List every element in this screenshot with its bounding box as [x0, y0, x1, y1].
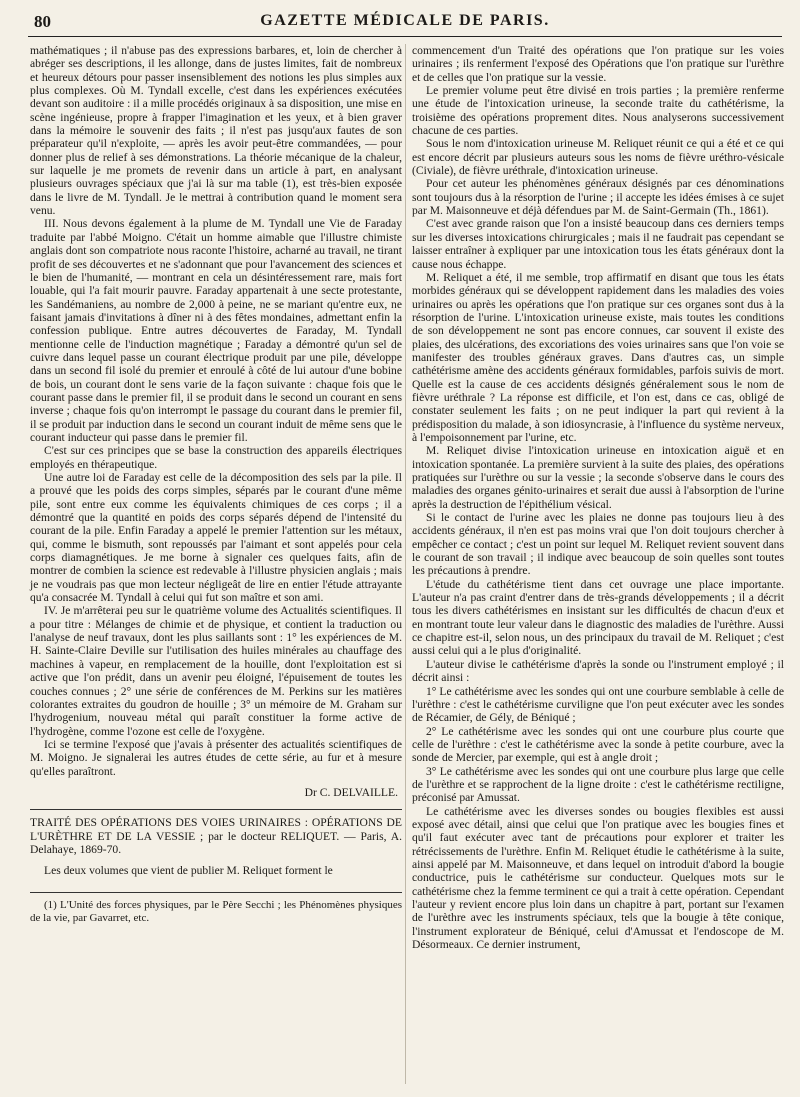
journal-title: GAZETTE MÉDICALE DE PARIS. [260, 12, 550, 29]
paragraph: Pour cet auteur les phénomènes généraux désignés par ces dénominations sont toujours dus à la résorption de l'urine ; il accepte les idées émises à ce sujet par M. Maisonneuve et déjà défendues par M. de Saint-Germain (Th., 1861). [412, 177, 784, 218]
left-column [30, 44, 402, 925]
paragraph: L'auteur divise le cathétérisme d'après la sonde ou l'instrument employé ; il décrit ainsi : [412, 657, 784, 685]
paragraph: III. Nous devons également à la plume de M. Tyndall une Vie de Faraday traduite par l'abbé Moigno. C'était un homme aimable que l'illustre chimiste anglais dont son compatriote nous raconte l'histoire, acharné au travail, ne tirant profit de ses découvertes et ne s'adonnant que pour l'avancement des sciences et le bien de l'humanité, — montrant en cela un désintéressement rare, mais fort louable, qui l'a fait mourir pauvre. Faraday appartenait à une secte protestante, les Sandémaniens, au nombre de 2,000 à peine, ne se mariant qu'entre eux, ne faisant jamais d'invitations à dîner ni à des fêtes mondaines, admettant enfin la confession publique. Entre autres découvertes de Faraday, M. Tyndall mentionne celle de l'induction magnétique ; Faraday a démontré qu'un sel de cuivre dans lequel passe un courant électrique produit par une pile, développe dans un second fil isolé du premier et enroulé à côté de lui autour d'une bobine de bois, un courant dont le sens varie de la façon suivante : chaque fois que le courant passe dans le premier fil, il se produit dans le second un courant en sens inverse ; chaque fois qu'on interrompt le passage du courant dans le premier fil, il se produit par induction dans le second un courant induit de même sens que le courant inducteur qui passe dans le premier fil. [30, 217, 402, 444]
paragraph: commencement d'un Traité des opérations que l'on pratique sur les voies urinaires ; ils renferment l'exposé des Opérations que l'on pratique sur l'urèthre et de celles que l'on pratique sur la vessie. [412, 44, 784, 84]
paragraph: Une autre loi de Faraday est celle de la décomposition des sels par la pile. Il a prouvé que les poids des corps simples, séparés par le courant d'une même pile, sont entre eux comme les équivalents chimiques de ces corps ; il a démontré que la quantité en poids des corps séparés dépend de l'intensité du courant de la pile. Enfin Faraday a appelé le premier l'attention sur les métaux, qui, comme le bismuth, sont repoussés par l'aimant et sont appelés pour cela corps diamagnétiques. Je me borne à signaler ces quelques faits, afin de montrer de combien la science est redevable à l'illustre physicien anglais ; mais je ne voudrais pas que mon lecteur négligeât de lire en entier l'étude attrayante qu'a consacrée M. Tyndall à celui qui fut son maître et son ami. [30, 471, 402, 605]
page-number: 80 [34, 12, 51, 31]
page-header [28, 6, 782, 37]
paragraph: Le premier volume peut être divisé en trois parties ; la première renferme une étude de l'intoxication urineuse, la seconde traite du cathétérisme, la troisième des opérations proprement dites. Nous analyserons successivement chacune de ces parties. [412, 84, 784, 138]
footnote-divider [30, 892, 402, 893]
paragraph: M. Reliquet a été, il me semble, trop affirmatif en disant que tous les états morbides généraux qui se développent rapidement dans les maladies des voies urinaires ou après les opérations que l'on pratique sur ces organes sont dus à la résorption de l'urine. L'intoxication urineuse existe, mais toutes les conditions de son développement ne sont pas encore connues, car souvent il existe des plaies, des ulcérations, des excoriations des voies urinaires sans que l'on voie se manifester des troubles généraux graves. Dans d'autres cas, un simple cathétérisme amène des accidents généraux formidables, parfois suivis de mort. Quelle est la cause de ces accidents désignés généralement sous le nom de fièvre uréthrale ? La réponse est difficile, et l'on est, dans ce cas, obligé de constater seulement les faits ; on ne peut indiquer la part qui revient à la prédisposition du malade, à son idiosyncrasie, à l'influence du système nerveux, à l'empoisonnement par l'urine, etc. [412, 270, 784, 444]
paragraph: M. Reliquet divise l'intoxication urineuse en intoxication aiguë et en intoxication spontanée. La première survient à la suite des plaies, des opérations pratiquées sur l'urèthre ou sur la vessie ; la seconde s'observe dans le cours des maladies des organes génito-urinaires et serait due aussi à l'absorption de l'urine après la destruction de l'épithélium vésical. [412, 444, 784, 511]
paragraph: Ici se termine l'exposé que j'avais à présenter des actualités scientifiques de M. Moigno. Je signalerai les autres études de cette série, au fur et à mesure qu'elles paraîtront. [30, 737, 402, 778]
book-review-title: TRAITÉ DES OPÉRATIONS DES VOIES URINAIRES : OPÉRATIONS DE L'URÈTHRE ET DE LA VESSIE ; par le docteur RELIQUET. — Paris, A. Delahaye, 1869-70. [30, 816, 402, 856]
paragraph: Sous le nom d'intoxication urineuse M. Reliquet réunit ce qui a été et ce qui est encore décrit par plusieurs auteurs sous les noms de fièvre uréthro-vésicale (Civiale), de fièvre uréthrale, d'intoxication urineuse. [412, 137, 784, 178]
paragraph: 3° Le cathétérisme avec les sondes qui ont une courbure plus large que celle de l'urèthre et se rapprochent de la ligne droite : c'est le cathétérisme rectiligne, préconisé par Amussat. [412, 764, 784, 805]
paragraph: C'est sur ces principes que se base la construction des appareils électriques employés en thérapeutique. [30, 444, 402, 471]
right-column [412, 44, 784, 951]
paragraph: 2° Le cathétérisme avec les sondes qui ont une courbure plus courte que celle de l'urèthre : c'est le cathétérisme avec la sonde à petite courbure, avec la sonde de Mercier, par exemple, qui est à angle droit ; [412, 724, 784, 765]
paragraph: Les deux volumes que vient de publier M. Reliquet forment le [44, 864, 333, 878]
paragraph: 1° Le cathétérisme avec les sondes qui ont une courbure semblable à celle de l'urèthre : c'est le cathétérisme curviligne que l'on peut exécuter avec les sondes de Récamier, de Gély, de Béniqué ; [412, 684, 784, 725]
footnote: (1) L'Unité des forces physiques, par le Père Secchi ; les Phénomènes physiques de la vie, par Gavarret, etc. [30, 898, 402, 924]
paragraph: Le cathétérisme avec les diverses sondes ou bougies flexibles est aussi exposé avec détail, ainsi que celui que l'on pratique avec les bougies fines et qu'il faut exécuter avec tant de précautions pour explorer et traiter les rétrécissements de l'urèthre. Enfin M. Reliquet étudie le cathétérisme à la suite, ainsi appelé par M. Maisonneuve, et dans lequel on introduit d'abord la bougie conductrice, puis le cathétérisme sur conducteur. Quelques mots sur le cathétérisme chez la femme terminent ce qui a trait à cette opération. Cependant l'auteur y revient encore plus loin dans un chapitre à part, portant sur l'examen de l'urèthre avec les instruments spéciaux, tels que la bougie à tête conique, l'instrument explorateur de Béniqué, celui d'Amussat et l'endoscope de M. Désormeaux. Ce dernier instrument, [412, 804, 784, 952]
paragraph: IV. Je m'arrêterai peu sur le quatrième volume des Actualités scientifiques. Il a pour titre : Mélanges de chimie et de physique, et contient la traduction ou l'analyse de neuf travaux, dont les plus saillants sont : 1° les expériences de M. H. Sainte-Claire Deville sur l'utilisation des huiles minérales au chauffage des machines à vapeur, en remplacement de la houille, dont l'exploitation est si active que l'on prédit, dans un avenir peu éloigné, l'épuisement de toutes les couches connues ; 2° une série de conférences de M. Perkins sur les matières colorantes extraites du goudron de houille ; 3° un mémoire de M. Graham sur l'hydrogenium, nouveau métal qui paraît constituer la forme active de l'hydrogène, comme l'ozone est celle de l'oxygène. [30, 604, 402, 738]
paragraph: L'étude du cathétérisme tient dans cet ouvrage une place importante. L'auteur n'a pas craint d'entrer dans de très-grands développements ; il a décrit tous les divers cathétérismes en insistant sur les difficultés de chacun d'eux et en montrant toute leur valeur dans le diagnostic des maladies de l'urèthre. Aussi ce chapitre est-il, selon nous, un des principaux du travail de M. Reliquet ; c'est aussi celui qui a le plus d'originalité. [412, 577, 784, 658]
paragraph: mathématiques ; il n'abuse pas des expressions barbares, et, loin de chercher à abréger ses descriptions, il les allonge, dans de justes limites, fait de nombreux et heureux détours pour passer insensiblement des notions les plus simples aux plus complexes. Où M. Tyndall excelle, c'est dans les expériences exécutées devant son auditoire : il a mille procédés originaux à sa disposition, une mise en scène ingénieuse, propre à frapper l'imagination et les yeux, et à bien graver dans la mémoire le souvenir des faits ; il n'est pas jusqu'aux fautes de son préparateur qu'il n'exploite, — après les avoir peut-être commandées, — pour donner plus de relief à ses démonstrations. La théorie mécanique de la chaleur, sur laquelle je me promets de revenir dans un article à part, en analysant plusieurs ouvrages spéciaux que j'ai là sur ma table (1), est très-bien exposée dans le livre de M. Tyndall. Je le mettrai à contribution quand le moment sera venu. [30, 44, 402, 218]
author-signature: Dr C. DELVAILLE. [304, 785, 398, 799]
section-divider [30, 809, 402, 810]
column-divider [405, 44, 406, 1084]
paragraph: C'est avec grande raison que l'on a insisté beaucoup dans ces derniers temps sur les diverses intoxications chirurgicales ; mais il ne faudrait pas cependant se laisser entraîner à expliquer par une intoxication tous les états généraux dont la cause nous échappe. [412, 217, 784, 271]
paragraph: Si le contact de l'urine avec les plaies ne donne pas toujours lieu à des accidents généraux, il n'en est pas moins vrai que l'on doit toujours chercher à empêcher ce contact ; c'est un point sur lequel M. Reliquet revient souvent dans le courant de son travail ; il indique avec beaucoup de soin quelles sont toutes les précautions à prendre. [412, 511, 784, 578]
